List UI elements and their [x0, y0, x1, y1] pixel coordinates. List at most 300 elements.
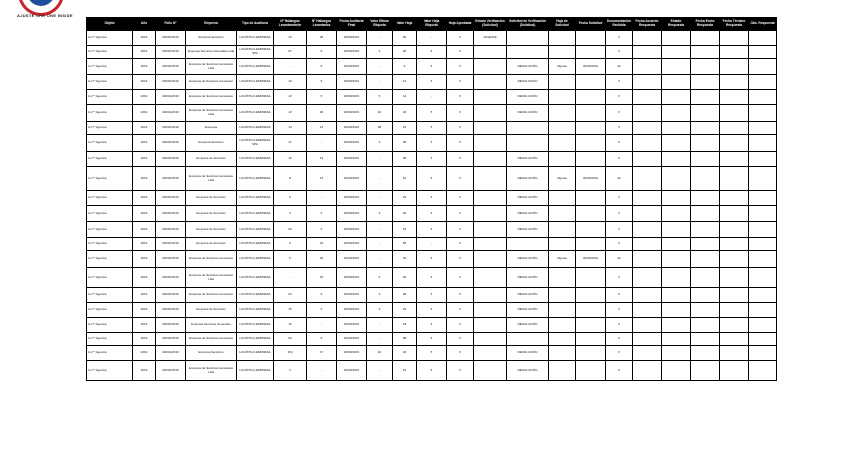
- table-cell: [720, 333, 749, 346]
- table-cell: 20: [307, 251, 337, 268]
- table-cell: D0001/2019: [156, 303, 186, 318]
- table-cell: [549, 191, 576, 206]
- table-cell: 13: [307, 167, 337, 191]
- table-cell: D0001/2019: [156, 105, 186, 122]
- table-cell: RESOLUCIÓN: [507, 361, 549, 381]
- table-cell: [691, 75, 720, 90]
- table-cell: [633, 122, 662, 135]
- table-cell: [549, 135, 576, 152]
- table-row: [87, 222, 777, 238]
- table-cell: [749, 288, 777, 303]
- table-cell: RESOLUCIÓN: [507, 152, 549, 167]
- table-cell: -: [307, 318, 337, 333]
- table-cell: 5: [367, 90, 393, 105]
- table-cell: 09: [393, 288, 417, 303]
- table-cell: [576, 90, 606, 105]
- table-cell: A-1** Agencia: [87, 333, 133, 346]
- table-cell: [633, 333, 662, 346]
- table-cell: X: [447, 222, 474, 238]
- table-cell: A-1** Agencia: [87, 288, 133, 303]
- table-cell: 09: [274, 333, 307, 346]
- table-cell: 2019: [133, 346, 156, 361]
- table-row: [87, 90, 777, 105]
- table-cell: 5: [417, 288, 447, 303]
- table-cell: 10: [393, 167, 417, 191]
- table-cell: X: [447, 46, 474, 59]
- table-cell: [549, 318, 576, 333]
- table-cell: 3: [367, 206, 393, 222]
- table-cell: 2019: [133, 59, 156, 75]
- table-row: [87, 251, 777, 268]
- table-row: [87, 75, 777, 90]
- table-cell: [576, 191, 606, 206]
- table-cell: D0001/2019: [156, 191, 186, 206]
- table-cell: -: [367, 361, 393, 381]
- table-cell: Empresa Servicios: [186, 135, 237, 152]
- table-cell: A-1** Agencia: [87, 222, 133, 238]
- table-cell: 00/00/2019: [337, 268, 367, 288]
- table-cell: X: [447, 361, 474, 381]
- table-cell: [720, 288, 749, 303]
- table-cell: LOGÍSTICA EMPRESA: [237, 206, 274, 222]
- table-cell: [749, 268, 777, 288]
- table-cell: [633, 222, 662, 238]
- table-cell: [749, 152, 777, 167]
- table-cell: X: [447, 191, 474, 206]
- table-cell: [662, 135, 691, 152]
- table-cell: Empresa de Servicios Generales Ltda: [186, 361, 237, 381]
- table-cell: 08: [367, 122, 393, 135]
- table-body: [87, 31, 777, 381]
- table-cell: [749, 222, 777, 238]
- table-cell: 2019: [133, 46, 156, 59]
- table-cell: LOGÍSTICA EMPRESA: [237, 122, 274, 135]
- table-cell: [633, 361, 662, 381]
- table-cell: 22: [393, 303, 417, 318]
- table-cell: [662, 333, 691, 346]
- table-cell: 00/00/2019: [337, 191, 367, 206]
- table-cell: D0001/2019: [156, 122, 186, 135]
- table-cell: 5: [417, 75, 447, 90]
- table-cell: D0001/2019: [156, 318, 186, 333]
- table-cell: X: [606, 288, 633, 303]
- table-cell: 2019: [133, 318, 156, 333]
- table-cell: [720, 31, 749, 46]
- table-cell: [691, 288, 720, 303]
- table-cell: [691, 206, 720, 222]
- column-header: Fecha Acuerdo Respuesta: [633, 18, 662, 31]
- table-cell: 6: [274, 191, 307, 206]
- table-cell: D0001/2019: [156, 31, 186, 46]
- table-cell: 00/00/2019: [337, 346, 367, 361]
- table-cell: 5: [307, 206, 337, 222]
- table-cell: 3: [274, 361, 307, 381]
- table-cell: LOGÍSTICA EMPRESA: [237, 251, 274, 268]
- table-cell: 5: [417, 46, 447, 59]
- table-cell: 03: [606, 251, 633, 268]
- table-cell: 2019: [133, 268, 156, 288]
- table-cell: [474, 46, 507, 59]
- table-cell: [691, 251, 720, 268]
- table-cell: A-1** Agencia: [87, 206, 133, 222]
- table-cell: LOGÍSTICA EMPRESA: [237, 333, 274, 346]
- table-cell: X: [447, 75, 474, 90]
- table-cell: 20: [393, 268, 417, 288]
- table-cell: [720, 268, 749, 288]
- table-cell: -: [367, 318, 393, 333]
- table-cell: Empresa de Servicios Generales: [186, 90, 237, 105]
- table-cell: LOGÍSTICA EMPRESA: [237, 31, 274, 46]
- table-cell: [662, 206, 691, 222]
- table-cell: 5: [417, 206, 447, 222]
- table-cell: LOGÍSTICA EMPRESA: [237, 268, 274, 288]
- table-cell: [576, 361, 606, 381]
- table-cell: [633, 135, 662, 152]
- table-cell: -: [367, 191, 393, 206]
- table-cell: 10: [367, 346, 393, 361]
- table-cell: 2019: [133, 238, 156, 251]
- table-cell: [633, 251, 662, 268]
- table-cell: -: [367, 167, 393, 191]
- table-cell: X: [447, 122, 474, 135]
- table-cell: A-1** Agencia: [87, 251, 133, 268]
- table-cell: 00: [274, 222, 307, 238]
- table-cell: [633, 288, 662, 303]
- table-cell: 5: [417, 152, 447, 167]
- table-cell: D0001/2019: [156, 268, 186, 288]
- table-cell: Empresa de Servicios Generales Ltda: [186, 105, 237, 122]
- table-cell: [662, 122, 691, 135]
- table-cell: RESOLUCIÓN: [507, 288, 549, 303]
- table-cell: [662, 59, 691, 75]
- table-cell: LOGÍSTICA EMPRESA: [237, 346, 274, 361]
- table-cell: [633, 75, 662, 90]
- table-cell: A-1** Agencia: [87, 75, 133, 90]
- table-cell: [474, 222, 507, 238]
- table-cell: A-1** Agencia: [87, 303, 133, 318]
- column-header: Hoja Aprobada: [447, 18, 474, 31]
- table-cell: 03: [606, 59, 633, 75]
- table-cell: D0001/2019: [156, 167, 186, 191]
- table-cell: [576, 288, 606, 303]
- table-cell: [720, 361, 749, 381]
- table-cell: [474, 288, 507, 303]
- table-cell: 2019: [133, 75, 156, 90]
- table-cell: [549, 346, 576, 361]
- table-cell: [749, 361, 777, 381]
- table-cell: [474, 333, 507, 346]
- table-cell: Empresa de Servicios Generales: [186, 251, 237, 268]
- table-cell: 3: [367, 288, 393, 303]
- table-cell: 00/00/2019: [337, 59, 367, 75]
- table-cell: [720, 105, 749, 122]
- table-cell: [720, 318, 749, 333]
- table-cell: RESOLUCIÓN: [507, 206, 549, 222]
- table-cell: 2019: [133, 167, 156, 191]
- table-cell: [720, 251, 749, 268]
- table-cell: D0001/2019: [156, 152, 186, 167]
- table-cell: X: [447, 333, 474, 346]
- table-cell: [662, 75, 691, 90]
- table-cell: [549, 90, 576, 105]
- table-cell: X: [447, 303, 474, 318]
- column-header: Estado Respuesta: [662, 18, 691, 31]
- table-cell: [507, 238, 549, 251]
- table-cell: 13: [274, 105, 307, 122]
- table-cell: 00/00/2019: [337, 333, 367, 346]
- table-cell: 5: [307, 59, 337, 75]
- table-cell: A-1** Agencia: [87, 46, 133, 59]
- table-cell: 5: [307, 222, 337, 238]
- table-cell: 55: [393, 238, 417, 251]
- column-header: Valor Hoja Etiqueta: [417, 18, 447, 31]
- table-cell: [633, 31, 662, 46]
- table-cell: [576, 222, 606, 238]
- table-cell: [633, 152, 662, 167]
- table-cell: [474, 167, 507, 191]
- table-cell: [749, 206, 777, 222]
- table-cell: [662, 105, 691, 122]
- table-cell: [691, 361, 720, 381]
- table-cell: -: [417, 31, 447, 46]
- table-cell: 04: [274, 288, 307, 303]
- table-cell: D0001/2019: [156, 251, 186, 268]
- table-row: [87, 105, 777, 122]
- table-cell: 05: [393, 152, 417, 167]
- table-row: [87, 191, 777, 206]
- table-cell: -: [367, 152, 393, 167]
- table-cell: LOGÍSTICA EMPRESA: [237, 75, 274, 90]
- table-cell: [474, 122, 507, 135]
- table-cell: [549, 152, 576, 167]
- table-cell: [474, 206, 507, 222]
- table-cell: X: [606, 361, 633, 381]
- table-cell: 5: [307, 75, 337, 90]
- table-cell: [633, 167, 662, 191]
- table-cell: LOGÍSTICA EMPRESA: [237, 222, 274, 238]
- table-cell: X: [447, 152, 474, 167]
- table-cell: 2019: [133, 31, 156, 46]
- table-cell: 15: [393, 361, 417, 381]
- table-cell: 12: [307, 122, 337, 135]
- table-cell: 00: [393, 31, 417, 46]
- table-cell: X: [606, 191, 633, 206]
- table-cell: Vigente: [549, 59, 576, 75]
- table-cell: [576, 31, 606, 46]
- table-cell: [720, 75, 749, 90]
- table-cell: LOGÍSTICA EMPRESA: [237, 361, 274, 381]
- table-cell: [662, 152, 691, 167]
- column-header: Obs. Respuesta: [749, 18, 777, 31]
- table-cell: X: [447, 90, 474, 105]
- table-cell: -: [307, 361, 337, 381]
- table-cell: X: [447, 238, 474, 251]
- table-cell: VIGENTE: [474, 31, 507, 46]
- table-cell: 00/00/2019: [337, 303, 367, 318]
- table-cell: 00/00/2019: [337, 206, 367, 222]
- table-cell: [720, 238, 749, 251]
- table-cell: [474, 152, 507, 167]
- column-header: Fecha Solicitud: [576, 18, 606, 31]
- table-cell: X: [606, 268, 633, 288]
- column-header: N° Hallazgos Levantados: [307, 18, 337, 31]
- table-cell: 2019: [133, 122, 156, 135]
- table-cell: D0001/2019: [156, 59, 186, 75]
- table-cell: [691, 31, 720, 46]
- table-cell: 15: [393, 122, 417, 135]
- table-cell: LOGÍSTICA EMPRESA: [237, 90, 274, 105]
- table-cell: 2019: [133, 191, 156, 206]
- table-cell: 5: [417, 303, 447, 318]
- table-cell: [474, 361, 507, 381]
- column-header: Tipo de Auditoría: [237, 18, 274, 31]
- table-cell: 5: [417, 167, 447, 191]
- column-header: N° Hallazgos Levantamiento: [274, 18, 307, 31]
- table-cell: D0001/2019: [156, 75, 186, 90]
- table-cell: X: [447, 135, 474, 152]
- table-cell: [662, 318, 691, 333]
- table-cell: A-1** Agencia: [87, 238, 133, 251]
- table-cell: X: [606, 105, 633, 122]
- column-header: Documentación Recibida: [606, 18, 633, 31]
- table-cell: 5: [417, 191, 447, 206]
- table-cell: 2019: [133, 206, 156, 222]
- table-cell: X: [606, 46, 633, 59]
- table-cell: [633, 46, 662, 59]
- table-cell: RESOLUCIÓN: [507, 105, 549, 122]
- table-cell: [749, 90, 777, 105]
- table-cell: 12: [393, 90, 417, 105]
- table-row: [87, 31, 777, 46]
- table-cell: -: [307, 135, 337, 152]
- table-cell: Empresa de Servicios: [186, 191, 237, 206]
- table-cell: [749, 135, 777, 152]
- table-cell: 13: [274, 90, 307, 105]
- table-cell: D0001/2019: [156, 90, 186, 105]
- table-cell: A-1** Agencia: [87, 31, 133, 46]
- table-cell: [474, 303, 507, 318]
- table-cell: [474, 346, 507, 361]
- table-cell: [720, 303, 749, 318]
- column-header: Empresa: [186, 18, 237, 31]
- table-cell: 00/00/2019: [576, 167, 606, 191]
- table-cell: 00/00/2019: [337, 122, 367, 135]
- table-cell: [576, 303, 606, 318]
- table-cell: LOGÍSTICA EMPRESA: [237, 303, 274, 318]
- table-cell: [549, 46, 576, 59]
- column-header: Año: [133, 18, 156, 31]
- column-header: Valor Última Etiqueta: [367, 18, 393, 31]
- audit-table-container: [86, 17, 774, 381]
- table-cell: [662, 167, 691, 191]
- table-cell: [576, 346, 606, 361]
- table-cell: 00/00/2019: [576, 251, 606, 268]
- table-cell: D0001/2019: [156, 361, 186, 381]
- table-cell: -: [307, 191, 337, 206]
- table-cell: -: [367, 59, 393, 75]
- column-header: Fecha Envío Respuesta: [691, 18, 720, 31]
- table-cell: [691, 222, 720, 238]
- table-cell: [749, 167, 777, 191]
- table-cell: [720, 46, 749, 59]
- table-cell: [720, 206, 749, 222]
- table-cell: [691, 303, 720, 318]
- table-cell: Empresa Servicios: [186, 31, 237, 46]
- table-cell: [549, 105, 576, 122]
- table-cell: RESOLUCIÓN: [507, 268, 549, 288]
- table-cell: 20: [393, 105, 417, 122]
- table-cell: Empresa de Servicios Generales: [186, 333, 237, 346]
- table-cell: [633, 59, 662, 75]
- table-cell: [720, 152, 749, 167]
- table-cell: [576, 238, 606, 251]
- table-cell: [633, 206, 662, 222]
- table-cell: LOGÍSTICA EMPRESA: [237, 318, 274, 333]
- table-cell: [633, 90, 662, 105]
- table-cell: 2019: [133, 288, 156, 303]
- column-header: Hoja de Solicitud: [549, 18, 576, 31]
- table-row: [87, 46, 777, 59]
- table-cell: 00/00/2019: [337, 361, 367, 381]
- table-cell: D0001/2019: [156, 333, 186, 346]
- table-cell: [720, 59, 749, 75]
- table-cell: [549, 122, 576, 135]
- table-cell: A-1** Agencia: [87, 90, 133, 105]
- table-cell: -: [367, 222, 393, 238]
- table-cell: A-1** Agencia: [87, 59, 133, 75]
- table-row: [87, 238, 777, 251]
- table-cell: LOGÍSTICA EMPRESA: [237, 191, 274, 206]
- table-cell: [691, 59, 720, 75]
- table-cell: [749, 303, 777, 318]
- table-cell: 00/00/2019: [337, 31, 367, 46]
- column-header: Fecha Término Respuesta: [720, 18, 749, 31]
- column-header: Folio N°: [156, 18, 186, 31]
- table-cell: Empresa Servicios: [186, 346, 237, 361]
- table-cell: 00/00/2019: [337, 105, 367, 122]
- table-cell: [749, 346, 777, 361]
- table-cell: [662, 31, 691, 46]
- table-row: [87, 206, 777, 222]
- table-cell: [576, 75, 606, 90]
- table-cell: [474, 318, 507, 333]
- table-cell: [720, 222, 749, 238]
- table-cell: A-1** Agencia: [87, 167, 133, 191]
- table-cell: [633, 191, 662, 206]
- column-header: Solicitud de Verificación (Solicitud): [507, 18, 549, 31]
- table-cell: 153: [274, 346, 307, 361]
- table-cell: [633, 303, 662, 318]
- table-cell: D0001/2019: [156, 288, 186, 303]
- table-cell: [662, 361, 691, 381]
- table-cell: X: [606, 333, 633, 346]
- table-cell: [662, 222, 691, 238]
- table-cell: Empresa de Servicios Generales Ltda: [186, 268, 237, 288]
- table-cell: [662, 346, 691, 361]
- table-cell: X: [606, 318, 633, 333]
- table-cell: 2019: [133, 135, 156, 152]
- table-cell: A-1** Agencia: [87, 318, 133, 333]
- table-cell: Vigente: [549, 167, 576, 191]
- table-cell: 5: [417, 346, 447, 361]
- table-cell: -: [367, 238, 393, 251]
- table-cell: D0001/2019: [156, 222, 186, 238]
- table-cell: 20: [393, 206, 417, 222]
- table-cell: [691, 135, 720, 152]
- table-cell: X: [447, 251, 474, 268]
- table-cell: [549, 268, 576, 288]
- table-cell: X: [447, 31, 474, 46]
